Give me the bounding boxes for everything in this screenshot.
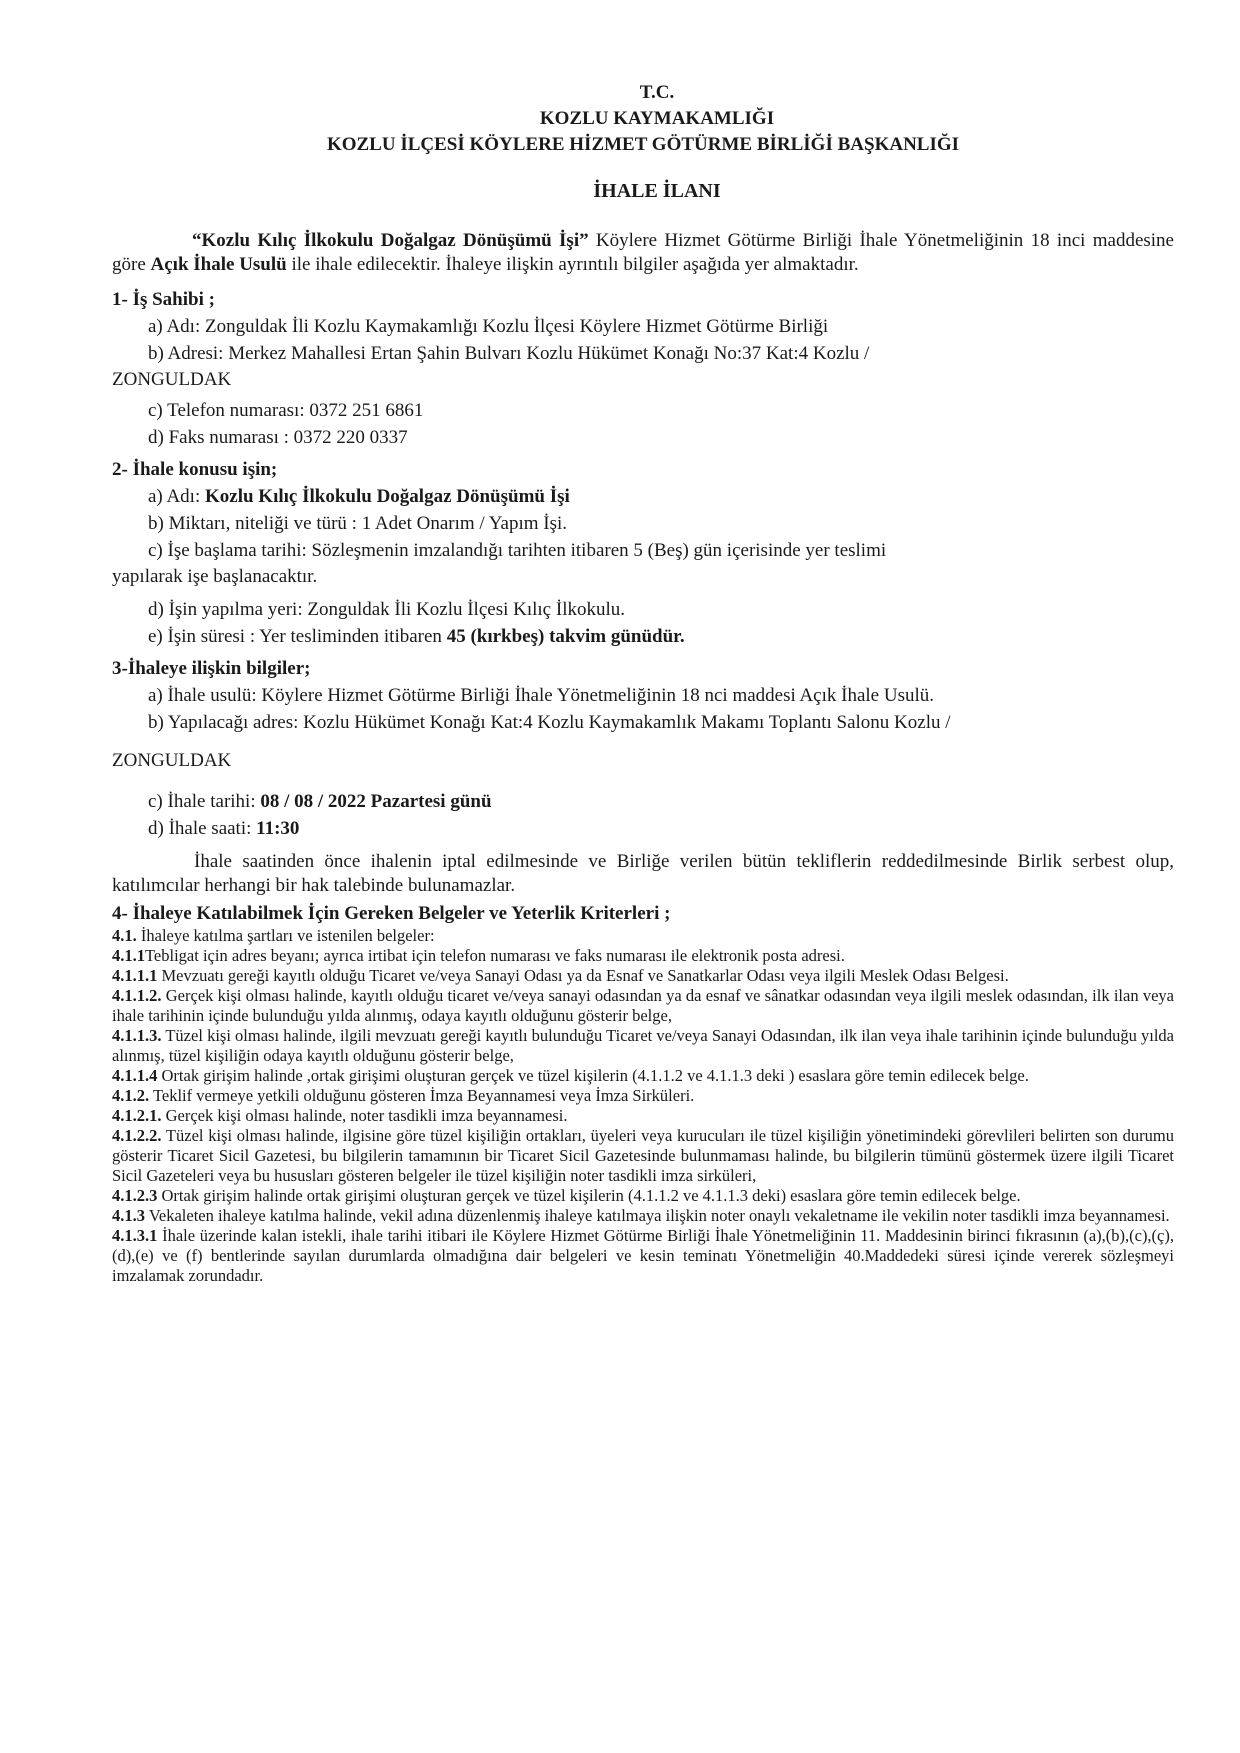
requirement-item	[112, 1026, 1174, 1066]
requirement-number: 4.1.3.1	[112, 1226, 158, 1245]
requirement-item	[112, 946, 1174, 966]
intro-job-name: “Kozlu Kılıç İlkokulu Doğalgaz Dönüşümü İşi”	[192, 230, 589, 251]
s3-item-c-date: 08 / 08 / 2022 Pazartesi günü	[260, 791, 492, 812]
requirement-number: 4.1.1.1	[112, 966, 158, 985]
section-1-heading: 1- İş Sahibi ;	[112, 289, 215, 310]
requirement-number: 4.1.2.2.	[112, 1126, 162, 1145]
s3-item-d	[112, 815, 1174, 842]
requirement-text: Gerçek kişi olması halinde, noter tasdikli imza beyannamesi.	[161, 1106, 568, 1125]
requirement-text: Ortak girişim halinde ,ortak girişimi oluşturan gerçek ve tüzel kişilerin (4.1.1.2 ve 4.1.1.3 deki ) esaslara göre temin edilecek belge.	[157, 1066, 1029, 1085]
s2-item-b: b) Miktarı, niteliği ve türü : 1 Adet Onarım / Yapım İşi.	[148, 513, 568, 534]
header-line-birlik: KOZLU İLÇESİ KÖYLERE HİZMET GÖTÜRME BİRLİĞİ BAŞKANLIĞI	[326, 134, 960, 155]
requirement-text: Tüzel kişi olması halinde, ilgisine göre tüzel kişiliğin ortakları, üyeleri veya kurucuları ile tüzel kişiliğin yönetimindeki görevlileri belirten son durumu gösterir Ticaret Sicil Gazetesi, bu bilgilerin tamamının bir Ticaret Sicil Gazetesinde bulunmaması halinde, bu bilgilerin tümünü göstermek üzere ilgili Ticaret Sicil Gazeteleri veya bu hususları gösteren belgeler ile tüzel kişiliğin noter tasdikli imza sirküleri,	[112, 1126, 1174, 1185]
s3-item-b-cont: ZONGULDAK	[112, 750, 232, 771]
requirement-item	[112, 1066, 1174, 1086]
requirement-number: 4.1.2.1.	[112, 1106, 162, 1125]
s1-item-b: b) Adresi: Merkez Mahallesi Ertan Şahin Bulvarı Kozlu Hükümet Konağı No:37 Kat:4 Kozlu /	[148, 343, 870, 364]
requirement-number: 4.1.1.3.	[112, 1026, 162, 1045]
requirement-text: Vekaleten ihaleye katılma halinde, vekil adına düzenlenmiş ihaleye katılmaya ilişkin noter onaylı vekaletname ile vekilin noter tasdikli imza beyannamesi.	[145, 1206, 1170, 1225]
s1-item-a: a) Adı: Zonguldak İli Kozlu Kaymakamlığı Kozlu İlçesi Köylere Hizmet Götürme Birliği	[148, 316, 829, 337]
section-3-heading: 3-İhaleye ilişkin bilgiler;	[112, 658, 311, 679]
s2-item-e-duration: 45 (kırkbeş) takvim günüdür.	[446, 626, 685, 647]
intro-method: Açık İhale Usulü	[150, 254, 287, 275]
requirement-text: Gerçek kişi olması halinde, kayıtlı olduğu ticaret ve/veya sanayi odasından ya da esnaf ve sânatkar odasından veya ilgili meslek odasından, ilk ilan veya ihale tarihinin içinde bulunduğu yılda alınmış, odaya kayıtlı olduğunu gösterir belge,	[112, 986, 1174, 1025]
s2-item-a	[112, 483, 1174, 510]
requirement-text: İhaleye katılma şartları ve istenilen belgeler:	[136, 926, 435, 945]
s2-item-c: c) İşe başlama tarihi: Sözleşmenin imzalandığı tarihten itibaren 5 (Beş) gün içerisinde yer teslimi	[148, 540, 887, 561]
section-4-heading: 4- İhaleye Katılabilmek İçin Gereken Belgeler ve Yeterlik Kriterleri ;	[112, 903, 671, 924]
requirement-item	[112, 986, 1174, 1026]
requirement-number: 4.1.2.	[112, 1086, 150, 1105]
document-header	[112, 80, 1174, 158]
header-line-tc: T.C.	[639, 82, 675, 103]
requirement-item	[112, 1226, 1174, 1286]
s3-note-paragraph: İhale saatinden önce ihalenin iptal edilmesinde ve Birliğe verilen bütün tekliflerin reddedilmesinde Birlik serbest olup, katılımcılar herhangi bir hak talebinde bulunamazlar.	[112, 851, 1174, 896]
header-line-kaymakamlik: KOZLU KAYMAKAMLIĞI	[539, 108, 775, 129]
requirement-item	[112, 926, 1174, 946]
requirement-text: Teklif vermeye yetkili olduğunu gösteren İmza Beyannamesi veya İmza Sirküleri.	[149, 1086, 695, 1105]
requirement-text: Ortak girişim halinde ortak girişimi oluşturan gerçek ve tüzel kişilerin (4.1.1.2 ve 4.1.1.3 deki) esaslara göre temin edilecek belge.	[157, 1186, 1021, 1205]
s2-item-e	[112, 623, 1174, 650]
s2-item-e-label: e) İşin süresi : Yer tesliminden itibaren	[148, 626, 447, 647]
intro-text-1: Köylere Hizmet Götürme Birliği İhale Yönetmeliğinin 18 inci maddesine göre	[112, 230, 1174, 275]
requirement-item	[112, 1186, 1174, 1206]
s2-item-a-label: a) Adı:	[148, 486, 205, 507]
requirement-item	[112, 966, 1174, 986]
requirement-number: 4.1.3	[112, 1206, 145, 1225]
requirement-text: Mevzuatı gereği kayıtlı olduğu Ticaret ve/veya Sanayi Odası ya da Esnaf ve Sanatkarlar Odası veya ilgili Meslek Odası Belgesi.	[157, 966, 1009, 985]
requirement-number: 4.1.1	[112, 946, 145, 965]
s3-item-c	[112, 788, 1174, 815]
s3-item-b: b) Yapılacağı adres: Kozlu Hükümet Konağı Kat:4 Kozlu Kaymakamlık Makamı Toplantı Salonu Kozlu /	[148, 712, 951, 733]
requirements-list	[112, 926, 1174, 1286]
s2-item-a-name: Kozlu Kılıç İlkokulu Doğalgaz Dönüşümü İşi	[205, 486, 570, 507]
intro-paragraph	[112, 229, 1174, 277]
requirement-item	[112, 1086, 1174, 1106]
requirement-number: 4.1.	[112, 926, 137, 945]
requirement-number: 4.1.1.2.	[112, 986, 162, 1005]
requirement-item	[112, 1126, 1174, 1186]
requirement-text: Tebligat için adres beyanı; ayrıca irtibat için telefon numarası ve faks numarası ile elektronik posta adresi.	[145, 946, 845, 965]
s1-item-c: c) Telefon numarası: 0372 251 6861	[148, 400, 424, 421]
s2-item-d: d) İşin yapılma yeri: Zonguldak İli Kozlu İlçesi Kılıç İlkokulu.	[148, 599, 626, 620]
s3-item-d-time: 11:30	[256, 818, 300, 839]
s1-item-b-cont: ZONGULDAK	[112, 369, 232, 390]
requirement-item	[112, 1106, 1174, 1126]
s2-item-c-cont: yapılarak işe başlanacaktır.	[112, 566, 318, 587]
requirement-number: 4.1.2.3	[112, 1186, 158, 1205]
intro-text-2: ile ihale edilecektir. İhaleye ilişkin ayrıntılı bilgiler aşağıda yer almaktadır.	[286, 254, 859, 275]
s3-item-c-label: c) İhale tarihi:	[148, 791, 261, 812]
s3-item-d-label: d) İhale saati:	[148, 818, 257, 839]
requirement-number: 4.1.1.4	[112, 1066, 158, 1085]
s3-item-a: a) İhale usulü: Köylere Hizmet Götürme Birliği İhale Yönetmeliğinin 18 nci maddesi Açık İhale Usulü.	[148, 685, 935, 706]
requirement-item	[112, 1206, 1174, 1226]
section-2-heading: 2- İhale konusu işin;	[112, 459, 278, 480]
requirement-text: İhale üzerinde kalan istekli, ihale tarihi itibari ile Köylere Hizmet Götürme Birliği İhale Yönetmeliğinin 11. Maddesinin birinci fıkrasının (a),(b),(c),(ç),(d),(e) ve (f) bentlerinde sayılan durumlarda olmadığına dair belgeleri ve kesin teminatı Yönetmeliğin 40.Maddedeki süresi içinde vererek sözleşmeyi imzalamak zorundadır.	[112, 1226, 1174, 1285]
requirement-text: Tüzel kişi olması halinde, ilgili mevzuatı gereği kayıtlı bulunduğu Ticaret ve/veya Sanayi Odasından, ilk ilan veya ihale tarihinin içinde bulunduğu yılda alınmış, tüzel kişiliğin odaya kayıtlı olduğunu gösterir belge,	[112, 1026, 1174, 1065]
s1-item-d: d) Faks numarası : 0372 220 0337	[148, 427, 408, 448]
document-title: İHALE İLANI	[593, 180, 721, 202]
